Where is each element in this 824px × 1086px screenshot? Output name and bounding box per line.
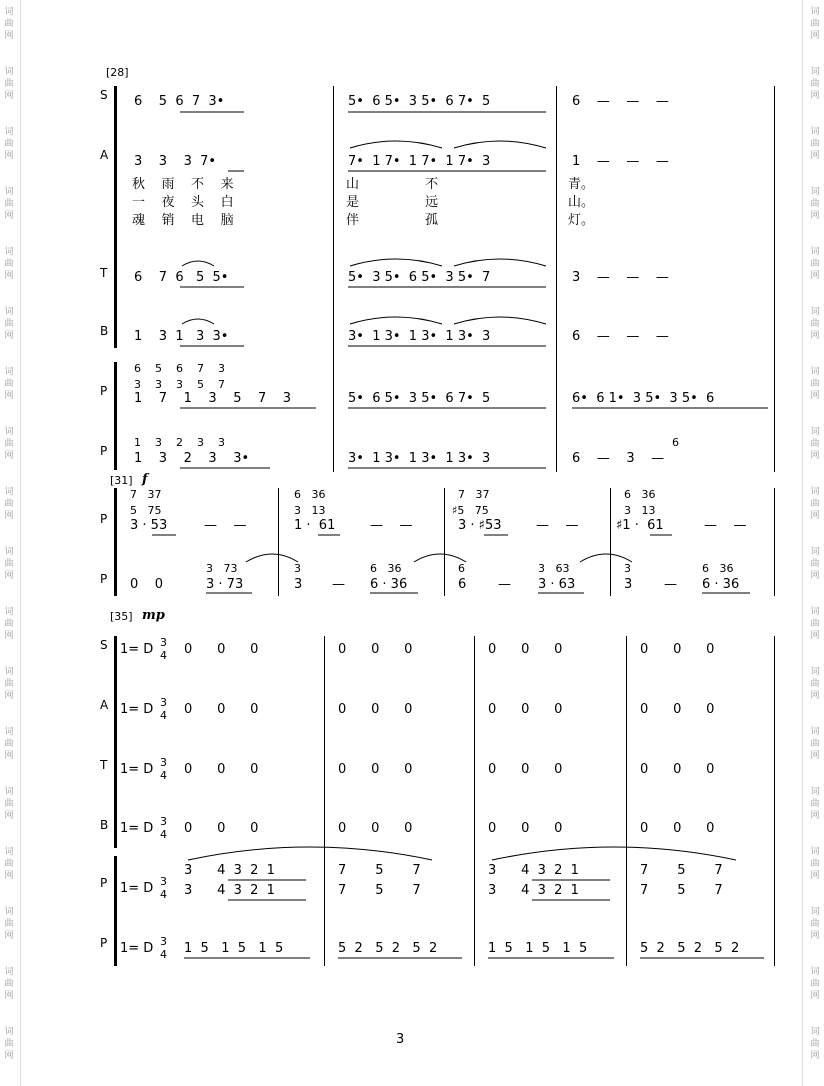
watermark-char: 词	[810, 187, 820, 197]
rest-measure: 0 0 0	[184, 702, 259, 717]
watermark-char: 网	[4, 91, 14, 101]
time-signature-bottom: 4	[160, 709, 167, 722]
piano-chord-row: 6 36	[624, 488, 656, 501]
lyric-line: 灯。	[568, 213, 595, 228]
watermark-char: 曲	[810, 79, 820, 89]
alto-measure: 1 — — —	[572, 154, 669, 169]
watermark-char: 曲	[810, 499, 820, 509]
piano-chord-row: 3 · 63	[538, 577, 576, 592]
soprano-measure: 6 — — —	[572, 94, 669, 109]
piano-measure: 6 — 3 —	[572, 451, 665, 466]
watermark-char: 词	[4, 667, 14, 677]
rest-measure: 0 0 0	[488, 762, 563, 777]
piano-note: 3	[294, 562, 301, 575]
watermark-char: 网	[810, 31, 820, 41]
key-signature: 1= D	[120, 881, 154, 896]
watermark-char: 词	[810, 1027, 820, 1037]
time-signature-top: 3	[160, 756, 167, 769]
watermark-char: 曲	[4, 139, 14, 149]
measure-number: [28]	[106, 66, 129, 79]
piano-chord-row: 3 73	[206, 562, 238, 575]
watermark-char: 词	[810, 487, 820, 497]
key-signature: 1= D	[120, 642, 154, 657]
watermark-char: 词	[4, 727, 14, 737]
watermark-char: 曲	[4, 739, 14, 749]
watermark-char: 网	[810, 391, 820, 401]
watermark-char: 词	[4, 787, 14, 797]
time-signature-top: 3	[160, 875, 167, 888]
watermark-char: 曲	[810, 139, 820, 149]
rest-measure: 0 0 0	[338, 702, 413, 717]
watermark-char: 曲	[4, 319, 14, 329]
watermark-char: 网	[810, 691, 820, 701]
watermark-char: 曲	[4, 799, 14, 809]
part-label-piano-right: P	[100, 876, 108, 890]
piano-measure: 5 2 5 2 5 2	[640, 941, 740, 956]
piano-measure: 6• 6 1• 3 5• 3 5• 6	[572, 391, 715, 406]
watermark-char: 词	[810, 67, 820, 77]
part-label-alto: A	[100, 698, 109, 712]
watermark-char: 曲	[810, 619, 820, 629]
watermark-char: 网	[4, 931, 14, 941]
watermark-char: 曲	[810, 1039, 820, 1049]
piano-chord-row: 1 3 2 3 3•	[134, 451, 250, 466]
alto-measure: 3 3 3 7•	[134, 154, 217, 169]
piano-note: 3	[624, 562, 631, 575]
piano-chord-row: 6 36	[294, 488, 326, 501]
part-label-bass: B	[100, 324, 109, 338]
watermark-char: 词	[810, 127, 820, 137]
piano-chord-row: 6	[672, 436, 679, 449]
watermark-char: 网	[810, 91, 820, 101]
watermark-char: 曲	[4, 79, 14, 89]
watermark-char: 网	[810, 1051, 820, 1061]
piano-chord-row: ♯5 75	[452, 504, 489, 517]
watermark-char: 曲	[810, 319, 820, 329]
watermark-char: 曲	[4, 919, 14, 929]
watermark-char: 词	[4, 307, 14, 317]
watermark-char: 网	[810, 931, 820, 941]
watermark-char: 词	[810, 607, 820, 617]
watermark-char: 网	[810, 991, 820, 1001]
watermark-char: 词	[4, 427, 14, 437]
watermark-char: 词	[810, 367, 820, 377]
watermark-char: 网	[810, 871, 820, 881]
tenor-measure: 5• 3 5• 6 5• 3 5• 7	[348, 270, 491, 285]
time-signature-bottom: 4	[160, 649, 167, 662]
piano-chord-row: 7 37	[458, 488, 490, 501]
watermark-char: 曲	[4, 979, 14, 989]
part-label-bass: B	[100, 818, 109, 832]
watermark-char: 网	[810, 211, 820, 221]
rest-dashes: — —	[536, 518, 579, 533]
watermark-char: 词	[4, 967, 14, 977]
piano-note: 3	[624, 577, 633, 592]
watermark-char: 词	[4, 67, 14, 77]
watermark-char: 词	[810, 7, 820, 17]
watermark-char: 网	[4, 271, 14, 281]
rest-measure: 0 0 0	[338, 762, 413, 777]
piano-measure: 7 5 7	[338, 883, 421, 898]
piano-measure: 3 4 3 2 1	[488, 863, 579, 878]
piano-measure: 3 4 3 2 1	[184, 883, 275, 898]
tenor-measure: 3 — — —	[572, 270, 669, 285]
watermark-char: 词	[810, 787, 820, 797]
bass-measure: 1 3 1 3 3•	[134, 329, 229, 344]
piano-chord-row: 3 3 3 5 7	[134, 378, 225, 391]
time-signature-top: 3	[160, 636, 167, 649]
bass-measure: 3• 1 3• 1 3• 1 3• 3	[348, 329, 491, 344]
lyric-line: 伴 孤	[346, 213, 439, 228]
lyric-line: 是 远	[346, 195, 439, 210]
watermark-char: 曲	[810, 799, 820, 809]
piano-chord-row: 1 7 1 3 5 7 3	[134, 391, 292, 406]
watermark-char: 网	[810, 331, 820, 341]
soprano-measure: 6 5 6 7 3•	[134, 94, 225, 109]
watermark-char: 网	[4, 391, 14, 401]
time-signature-bottom: 4	[160, 769, 167, 782]
watermark-char: 网	[810, 811, 820, 821]
watermark-char: 曲	[810, 739, 820, 749]
part-label-piano-left: P	[100, 444, 108, 458]
piano-measure: 7 5 7	[338, 863, 421, 878]
watermark-char: 词	[810, 247, 820, 257]
watermark-char: 曲	[4, 499, 14, 509]
piano-chord-row: 3 · 53	[130, 518, 168, 533]
key-signature: 1= D	[120, 941, 154, 956]
measure-number: [35]	[110, 610, 133, 623]
part-label-soprano: S	[100, 638, 108, 652]
watermark-char: 曲	[810, 19, 820, 29]
time-signature-top: 3	[160, 696, 167, 709]
piano-measure: 5 2 5 2 5 2	[338, 941, 438, 956]
watermark-char: 词	[4, 907, 14, 917]
rest-measure: 0 0 0	[640, 702, 715, 717]
watermark-char: 网	[4, 151, 14, 161]
rest-dashes: — —	[370, 518, 413, 533]
lyric-line: 秋 雨 不 来	[132, 177, 234, 192]
rest-zeros: 0 0	[130, 577, 164, 592]
watermark-char: 曲	[810, 259, 820, 269]
watermark-char: 曲	[4, 1039, 14, 1049]
piano-measure: 1 5 1 5 1 5	[184, 941, 284, 956]
part-label-alto: A	[100, 148, 109, 162]
piano-chord-row: 6 5 6 7 3	[134, 362, 225, 375]
piano-note: 6	[458, 577, 467, 592]
piano-chord-row: 7 37	[130, 488, 162, 501]
watermark-char: 网	[810, 151, 820, 161]
rest-dashes: —	[664, 577, 677, 592]
watermark-char: 曲	[810, 379, 820, 389]
rest-measure: 0 0 0	[184, 821, 259, 836]
rest-measure: 0 0 0	[640, 821, 715, 836]
time-signature-bottom: 4	[160, 828, 167, 841]
part-label-tenor: T	[100, 758, 108, 772]
watermark-char: 网	[4, 571, 14, 581]
watermark-char: 网	[810, 751, 820, 761]
time-signature-bottom: 4	[160, 888, 167, 901]
choir-bracket	[114, 636, 121, 848]
watermark-char: 网	[4, 31, 14, 41]
part-label-piano-left: P	[100, 572, 108, 586]
watermark-char: 曲	[810, 439, 820, 449]
rest-dashes: — —	[204, 518, 247, 533]
rest-measure: 0 0 0	[488, 821, 563, 836]
tenor-measure: 6 7 6 5 5•	[134, 270, 229, 285]
piano-chord-row: 3 63	[538, 562, 570, 575]
dynamic-marking: mp	[142, 608, 165, 623]
watermark-char: 词	[810, 907, 820, 917]
slur-marks	[0, 0, 824, 480]
watermark-char: 网	[4, 991, 14, 1001]
watermark-char: 词	[4, 547, 14, 557]
watermark-char: 曲	[4, 679, 14, 689]
part-label-soprano: S	[100, 88, 108, 102]
watermark-char: 词	[4, 7, 14, 17]
watermark-char: 网	[810, 571, 820, 581]
piano-measure: 3• 1 3• 1 3• 1 3• 3	[348, 451, 491, 466]
piano-chord-row: 5 75	[130, 504, 162, 517]
watermark-char: 词	[810, 427, 820, 437]
rest-dashes: —	[498, 577, 511, 592]
watermark-char: 曲	[4, 379, 14, 389]
watermark-char: 曲	[4, 559, 14, 569]
watermark-char: 曲	[4, 259, 14, 269]
watermark-char: 网	[4, 331, 14, 341]
bass-measure: 6 — — —	[572, 329, 669, 344]
piano-measure: 3 4 3 2 1	[488, 883, 579, 898]
lyric-line: 魂 销 电 脑	[132, 213, 234, 228]
watermark-char: 词	[4, 607, 14, 617]
watermark-char: 词	[4, 247, 14, 257]
watermark-char: 曲	[4, 199, 14, 209]
lyric-line: 山 不	[346, 177, 439, 192]
watermark-char: 网	[4, 511, 14, 521]
rest-measure: 0 0 0	[488, 702, 563, 717]
watermark-char: 网	[810, 511, 820, 521]
watermark-char: 词	[4, 1027, 14, 1037]
part-label-tenor: T	[100, 266, 108, 280]
watermark-char: 词	[810, 727, 820, 737]
lyric-line: 山。	[568, 195, 595, 210]
watermark-char: 词	[810, 967, 820, 977]
watermark-char: 词	[4, 487, 14, 497]
rest-measure: 0 0 0	[488, 642, 563, 657]
rest-measure: 0 0 0	[184, 642, 259, 657]
time-signature-top: 3	[160, 815, 167, 828]
watermark-char: 曲	[810, 979, 820, 989]
watermark-char: 网	[4, 631, 14, 641]
piano-chord-row: 6 · 36	[702, 577, 740, 592]
time-signature-top: 3	[160, 935, 167, 948]
piano-measure: 3 4 3 2 1	[184, 863, 275, 878]
watermark-char: 网	[4, 1051, 14, 1061]
watermark-char: 曲	[810, 199, 820, 209]
watermark-char: 曲	[810, 559, 820, 569]
watermark-char: 词	[4, 367, 14, 377]
piano-measure: 1 5 1 5 1 5	[488, 941, 588, 956]
piano-chord-row: 1 3 2 3 3	[134, 436, 225, 449]
lyric-line: 一 夜 头 白	[132, 195, 234, 210]
rest-measure: 0 0 0	[640, 762, 715, 777]
piano-measure: 7 5 7	[640, 883, 723, 898]
piano-measure: 5• 6 5• 3 5• 6 7• 5	[348, 391, 491, 406]
rest-measure: 0 0 0	[184, 762, 259, 777]
watermark-char: 网	[4, 211, 14, 221]
watermark-char: 网	[4, 751, 14, 761]
piano-chord-row: 6 · 36	[370, 577, 408, 592]
piano-note: 6	[458, 562, 465, 575]
watermark-char: 词	[4, 127, 14, 137]
watermark-char: 网	[810, 271, 820, 281]
lyric-line: 青。	[568, 177, 595, 192]
watermark-char: 词	[810, 667, 820, 677]
watermark-char: 曲	[4, 439, 14, 449]
rest-dashes: — —	[704, 518, 747, 533]
piano-chord-row: 3 · ♯53	[458, 518, 502, 533]
piano-chord-row: 1 · 61	[294, 518, 336, 533]
watermark-char: 曲	[4, 619, 14, 629]
key-signature: 1= D	[120, 821, 154, 836]
time-signature-bottom: 4	[160, 948, 167, 961]
slur-marks	[0, 830, 824, 970]
watermark-char: 词	[4, 847, 14, 857]
rest-measure: 0 0 0	[338, 821, 413, 836]
dynamic-marking: f	[142, 472, 148, 487]
watermark-char: 曲	[810, 859, 820, 869]
rest-dashes: —	[332, 577, 345, 592]
part-label-piano-right: P	[100, 384, 108, 398]
key-signature: 1= D	[120, 702, 154, 717]
piano-note: 3	[294, 577, 303, 592]
watermark-char: 曲	[4, 19, 14, 29]
watermark-char: 网	[4, 811, 14, 821]
watermark-char: 网	[810, 451, 820, 461]
watermark-char: 词	[4, 187, 14, 197]
watermark-char: 曲	[4, 859, 14, 869]
key-signature: 1= D	[120, 762, 154, 777]
watermark-char: 词	[810, 547, 820, 557]
piano-chord-row: 3 13	[624, 504, 656, 517]
measure-number: [31]	[110, 474, 133, 487]
watermark-char: 词	[810, 847, 820, 857]
piano-chord-row: 3 · 73	[206, 577, 244, 592]
part-label-piano-left: P	[100, 936, 108, 950]
watermark-char: 词	[810, 307, 820, 317]
rest-measure: 0 0 0	[640, 642, 715, 657]
part-label-piano-right: P	[100, 512, 108, 526]
piano-chord-row: 6 36	[702, 562, 734, 575]
soprano-measure: 5• 6 5• 3 5• 6 7• 5	[348, 94, 491, 109]
page-number: 3	[396, 1032, 405, 1047]
watermark-char: 网	[4, 451, 14, 461]
watermark-char: 网	[4, 691, 14, 701]
alto-measure: 7• 1 7• 1 7• 1 7• 3	[348, 154, 491, 169]
rest-measure: 0 0 0	[338, 642, 413, 657]
watermark-char: 网	[4, 871, 14, 881]
slur-marks	[0, 480, 824, 600]
piano-measure: 7 5 7	[640, 863, 723, 878]
piano-chord-row: ♯1 · 61	[616, 518, 664, 533]
piano-chord-row: 6 36	[370, 562, 402, 575]
watermark-char: 网	[810, 631, 820, 641]
piano-chord-row: 3 13	[294, 504, 326, 517]
watermark-char: 曲	[810, 919, 820, 929]
watermark-char: 曲	[810, 679, 820, 689]
